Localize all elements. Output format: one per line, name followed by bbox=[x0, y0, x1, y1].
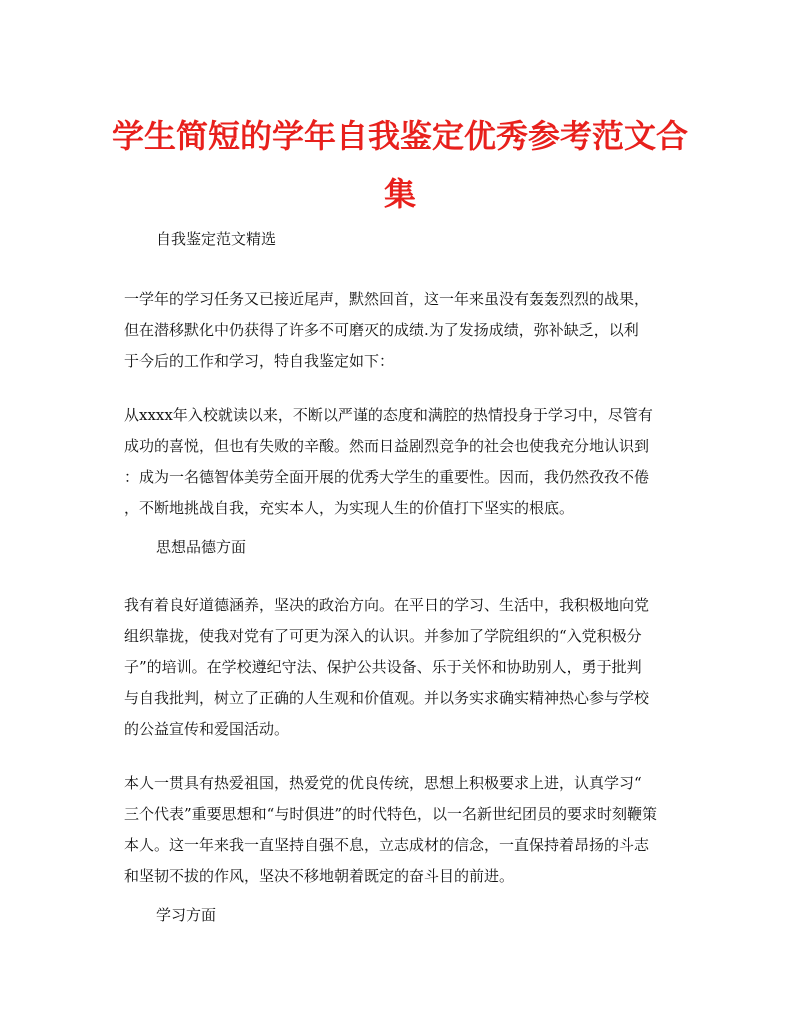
paragraph-line: 三个代表”重要思想和“与时俱进”的时代特色，以一名新世纪团员的要求时刻鞭策 bbox=[124, 805, 658, 823]
paragraph-line: 但在潜移默化中仍获得了许多不可磨灭的成绩.为了发扬成绩，弥补缺乏，以利 bbox=[124, 321, 639, 339]
paragraph-line: 我有着良好道德涵养，坚决的政治方向。在平日的学习、生活中，我积极地向党 bbox=[124, 596, 650, 614]
paragraph-line: 成功的喜悦，但也有失败的辛酸。然而日益剧烈竞争的社会也使我充分地认识到 bbox=[124, 437, 650, 455]
paragraph-intro bbox=[124, 284, 684, 377]
paragraph-line: 子”的培训。在学校遵纪守法、保护公共设备、乐于关怀和协助别人，勇于批判 bbox=[124, 658, 642, 676]
paragraph-line: 本人。这一年来我一直坚持自强不息，立志成材的信念，一直保持着昂扬的斗志 bbox=[124, 836, 650, 854]
paragraph-line: 与自我批判，树立了正确的人生观和价值观。并以务实求确实精神热心参与学校 bbox=[124, 689, 650, 707]
document-title-line-1: 学生简短的学年自我鉴定优秀参考范文合 bbox=[111, 117, 688, 155]
paragraph-line: ，不断地挑战自我，充实本人，为实现人生的价值打下坚实的根底。 bbox=[124, 499, 575, 517]
section-heading-study: 学习方面 bbox=[156, 906, 217, 924]
paragraph-line: ：成为一名德智体美劳全面开展的优秀大学生的重要性。因而，我仍然孜孜不倦 bbox=[124, 468, 650, 486]
document-title-line-2: 集 bbox=[383, 175, 416, 213]
paragraph-line: 于今后的工作和学习，特自我鉴定如下： bbox=[124, 352, 395, 370]
paragraph-line: 的公益宣传和爱国活动。 bbox=[124, 720, 290, 738]
paragraph-line: 组织靠拢，使我对党有了可更为深入的认识。并参加了学院组织的“入党积极分 bbox=[124, 627, 642, 645]
paragraph-line: 一学年的学习任务又已接近尾声，默然回首，这一年来虽没有轰轰烈烈的战果， bbox=[124, 290, 650, 308]
paragraph-enrollment bbox=[124, 400, 684, 524]
paragraph-patriotism bbox=[124, 768, 684, 892]
section-heading-selected-essays: 自我鉴定范文精选 bbox=[156, 230, 277, 248]
paragraph-moral bbox=[124, 590, 684, 745]
paragraph-line: 本人一贯具有热爱祖国，热爱党的优良传统，思想上积极要求上进，认真学习“ bbox=[124, 774, 642, 792]
paragraph-line: 从xxxx年入校就读以来，不断以严谨的态度和满腔的热情投身于学习中，尽管有 bbox=[124, 406, 653, 424]
section-heading-moral: 思想品德方面 bbox=[156, 538, 247, 556]
paragraph-line: 和坚韧不拔的作风，坚决不移地朝着既定的奋斗目的前进。 bbox=[124, 867, 515, 885]
